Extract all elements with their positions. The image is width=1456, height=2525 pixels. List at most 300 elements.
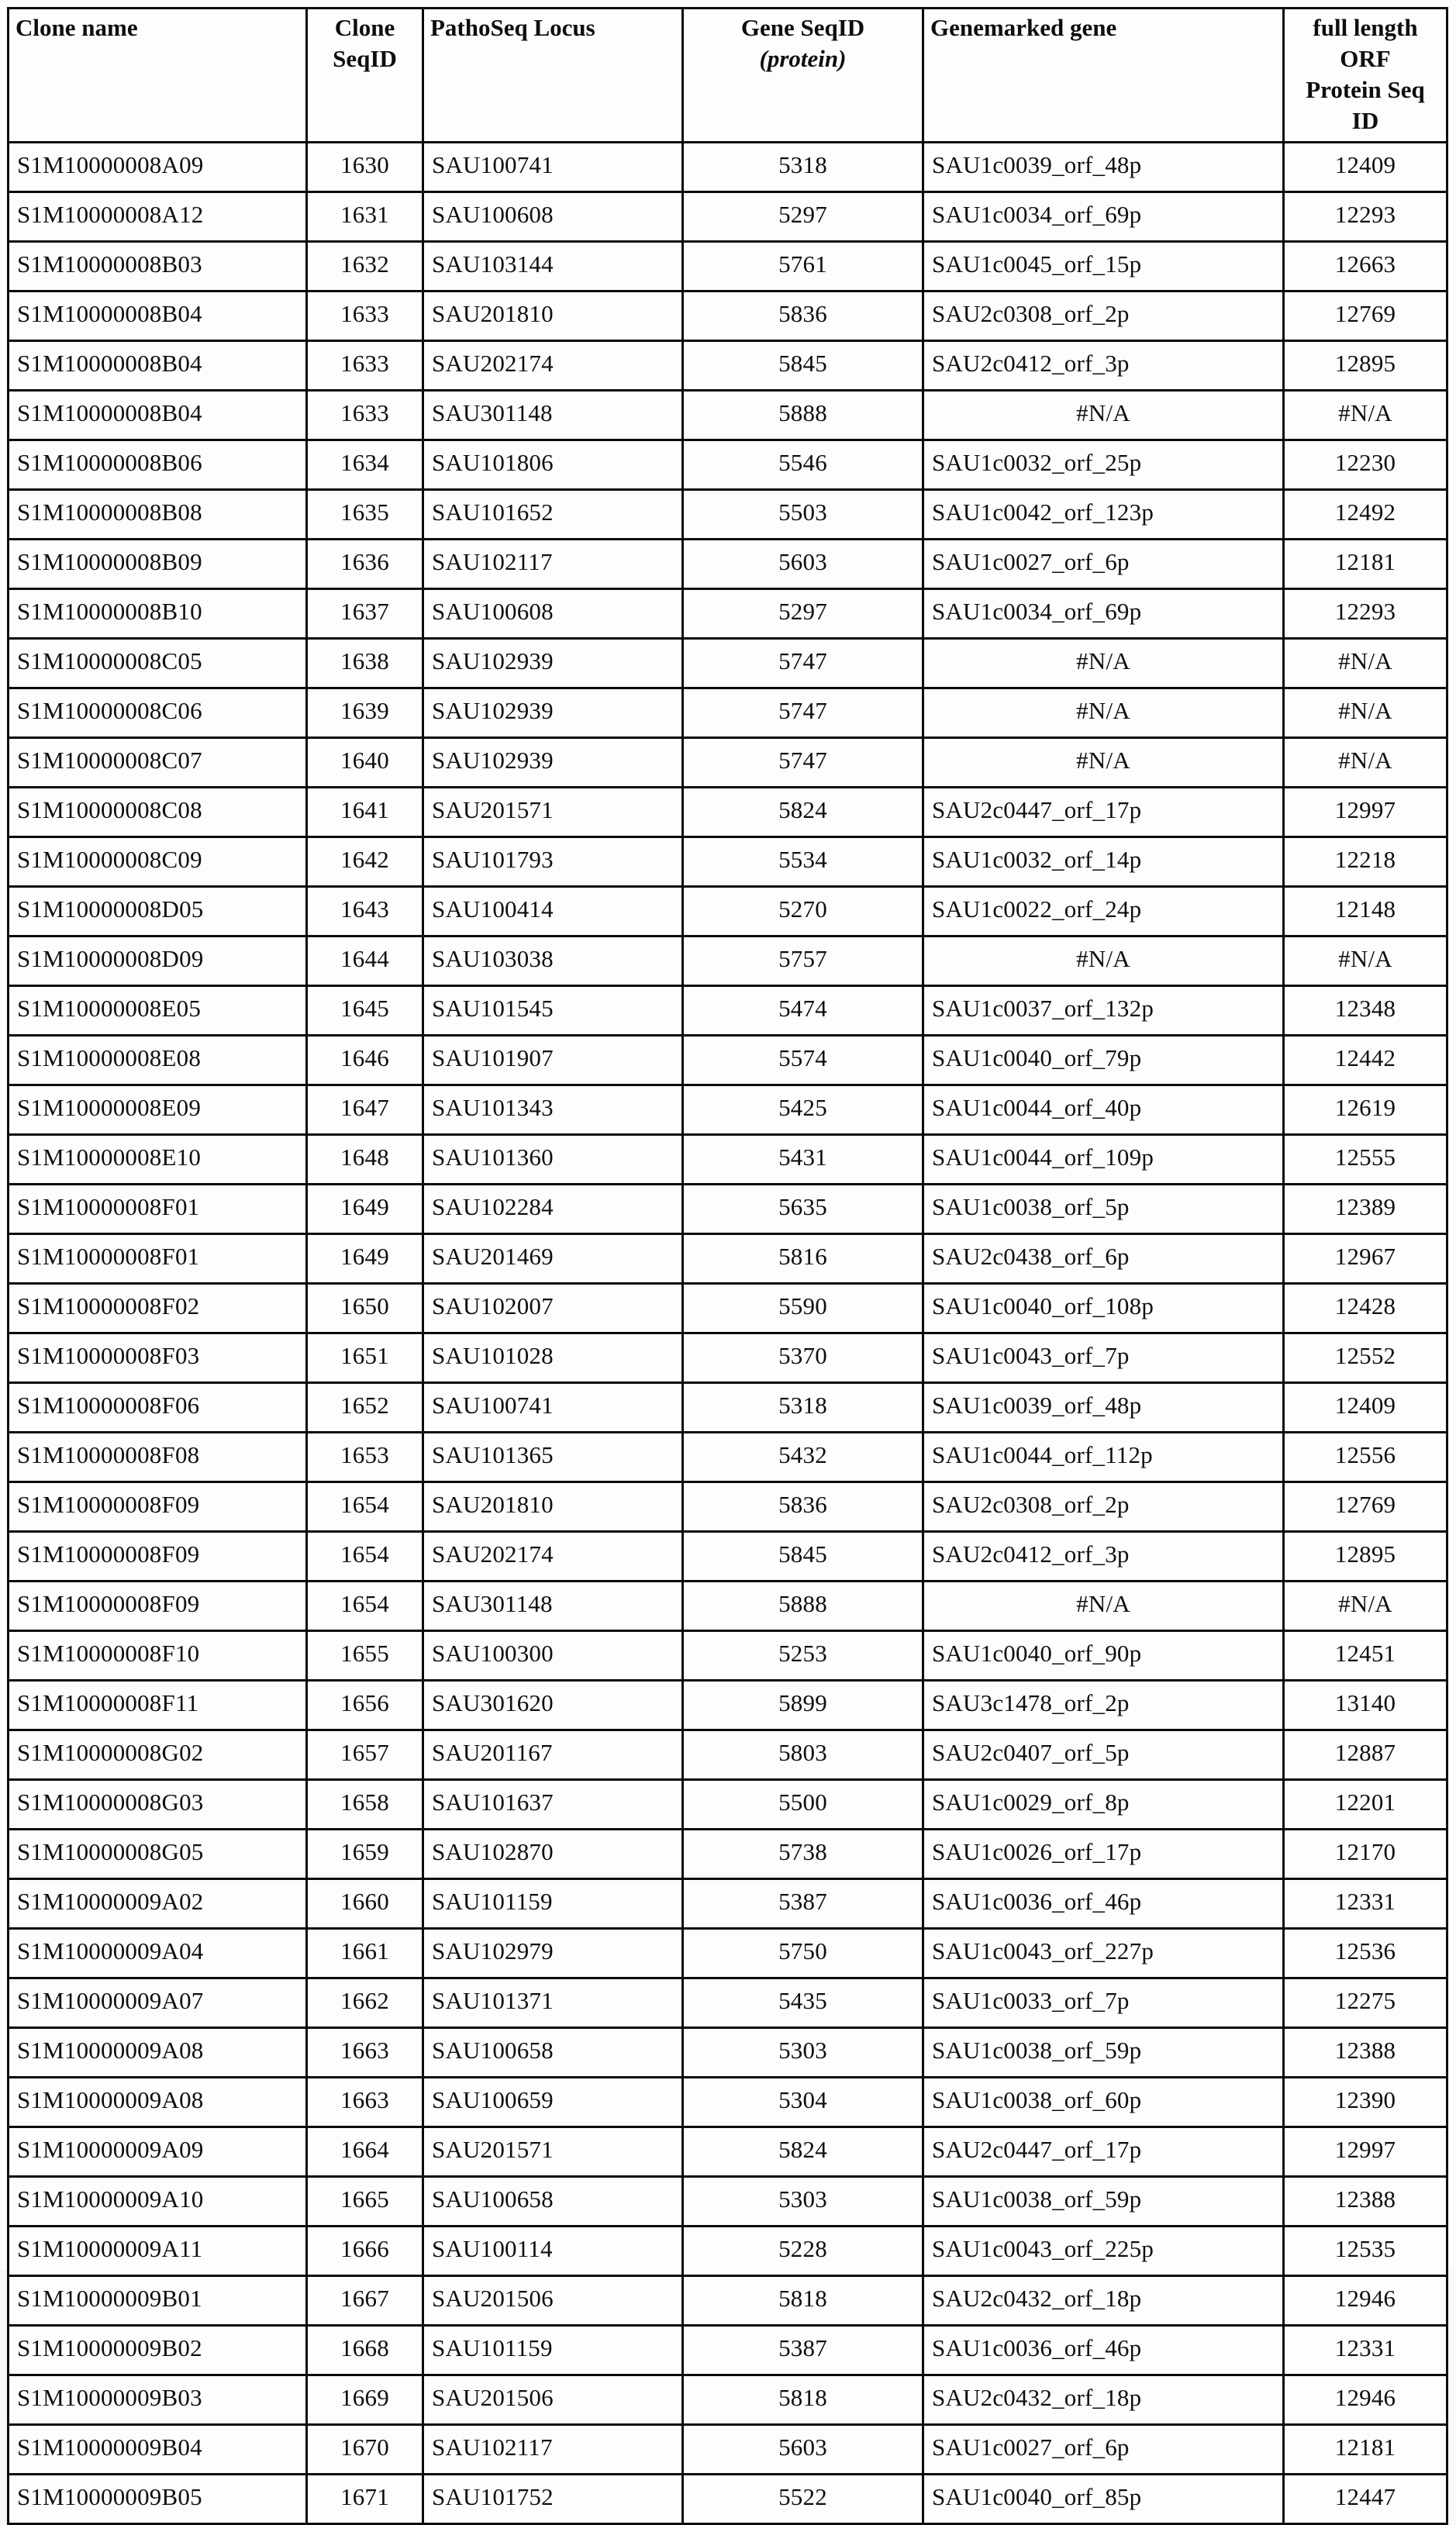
table-row [9, 143, 1447, 192]
table-row [9, 788, 1447, 837]
table-row [9, 2177, 1447, 2227]
table-row [9, 1085, 1447, 1135]
cell-orf-protein-seq-id: 12230 [1284, 440, 1447, 490]
cell-clone-name: S1M10000009A09 [9, 2127, 307, 2177]
table-row [9, 1333, 1447, 1383]
cell-gene-seqid-protein: 5824 [683, 788, 923, 837]
column-header-orf-protein-seq-id: full length ORF Protein Seq ID [1284, 9, 1447, 143]
header-row [9, 9, 1447, 143]
cell-pathoseq-locus: SAU103144 [423, 242, 683, 291]
cell-pathoseq-locus: SAU201167 [423, 1730, 683, 1780]
cell-clone-name: S1M10000008G02 [9, 1730, 307, 1780]
cell-pathoseq-locus: SAU100659 [423, 2078, 683, 2127]
cell-genemarked-gene: SAU1c0042_orf_123p [923, 490, 1284, 540]
cell-clone-name: S1M10000008C07 [9, 738, 307, 788]
cell-pathoseq-locus: SAU101545 [423, 986, 683, 1036]
cell-orf-protein-seq-id: 12428 [1284, 1284, 1447, 1333]
table-row [9, 341, 1447, 391]
cell-orf-protein-seq-id: #N/A [1284, 1582, 1447, 1631]
cell-clone-seqid: 1632 [307, 242, 423, 291]
cell-clone-seqid: 1653 [307, 1433, 423, 1482]
cell-clone-name: S1M10000008C06 [9, 688, 307, 738]
cell-orf-protein-seq-id: #N/A [1284, 639, 1447, 688]
cell-pathoseq-locus: SAU100608 [423, 589, 683, 639]
cell-genemarked-gene: SAU1c0039_orf_48p [923, 1383, 1284, 1433]
cell-clone-seqid: 1634 [307, 440, 423, 490]
table-row [9, 1185, 1447, 1234]
cell-gene-seqid-protein: 5816 [683, 1234, 923, 1284]
cell-clone-name: S1M10000009A07 [9, 1978, 307, 2028]
table-row [9, 1482, 1447, 1532]
cell-pathoseq-locus: SAU201810 [423, 291, 683, 341]
cell-orf-protein-seq-id: 12492 [1284, 490, 1447, 540]
cell-genemarked-gene: SAU1c0044_orf_109p [923, 1135, 1284, 1185]
cell-orf-protein-seq-id: 12170 [1284, 1830, 1447, 1879]
cell-pathoseq-locus: SAU101371 [423, 1978, 683, 2028]
cell-gene-seqid-protein: 5635 [683, 1185, 923, 1234]
table-row [9, 2375, 1447, 2425]
cell-genemarked-gene: SAU2c0432_orf_18p [923, 2375, 1284, 2425]
cell-gene-seqid-protein: 5303 [683, 2177, 923, 2227]
table-row [9, 1433, 1447, 1482]
cell-clone-name: S1M10000008C08 [9, 788, 307, 837]
cell-gene-seqid-protein: 5370 [683, 1333, 923, 1383]
cell-orf-protein-seq-id: 12895 [1284, 1532, 1447, 1582]
cell-genemarked-gene: SAU2c0308_orf_2p [923, 1482, 1284, 1532]
cell-orf-protein-seq-id: 12946 [1284, 2375, 1447, 2425]
cell-clone-seqid: 1654 [307, 1582, 423, 1631]
cell-orf-protein-seq-id: 12331 [1284, 2326, 1447, 2375]
cell-clone-name: S1M10000008F10 [9, 1631, 307, 1681]
cell-pathoseq-locus: SAU101159 [423, 2326, 683, 2375]
cell-clone-name: S1M10000009A10 [9, 2177, 307, 2227]
cell-gene-seqid-protein: 5761 [683, 242, 923, 291]
table-row [9, 2028, 1447, 2078]
cell-genemarked-gene: SAU1c0043_orf_227p [923, 1929, 1284, 1978]
cell-clone-seqid: 1647 [307, 1085, 423, 1135]
cell-pathoseq-locus: SAU301148 [423, 391, 683, 440]
cell-clone-seqid: 1638 [307, 639, 423, 688]
cell-gene-seqid-protein: 5818 [683, 2276, 923, 2326]
cell-clone-name: S1M10000008F09 [9, 1532, 307, 1582]
cell-clone-name: S1M10000008F02 [9, 1284, 307, 1333]
cell-pathoseq-locus: SAU102007 [423, 1284, 683, 1333]
table-row [9, 291, 1447, 341]
cell-clone-seqid: 1633 [307, 341, 423, 391]
table-row [9, 440, 1447, 490]
cell-orf-protein-seq-id: 12769 [1284, 291, 1447, 341]
cell-genemarked-gene: SAU1c0036_orf_46p [923, 1879, 1284, 1929]
cell-clone-seqid: 1662 [307, 1978, 423, 2028]
cell-clone-name: S1M10000008B06 [9, 440, 307, 490]
cell-pathoseq-locus: SAU101793 [423, 837, 683, 887]
cell-gene-seqid-protein: 5845 [683, 341, 923, 391]
cell-pathoseq-locus: SAU102284 [423, 1185, 683, 1234]
cell-genemarked-gene: SAU1c0032_orf_14p [923, 837, 1284, 887]
cell-clone-seqid: 1648 [307, 1135, 423, 1185]
table-row [9, 688, 1447, 738]
cell-genemarked-gene: SAU1c0027_orf_6p [923, 540, 1284, 589]
cell-pathoseq-locus: SAU101365 [423, 1433, 683, 1482]
cell-gene-seqid-protein: 5546 [683, 440, 923, 490]
table-row [9, 887, 1447, 937]
table-row [9, 589, 1447, 639]
cell-pathoseq-locus: SAU100114 [423, 2227, 683, 2276]
cell-clone-name: S1M10000008D05 [9, 887, 307, 937]
cell-gene-seqid-protein: 5425 [683, 1085, 923, 1135]
cell-genemarked-gene: SAU1c0022_orf_24p [923, 887, 1284, 937]
cell-orf-protein-seq-id: 12887 [1284, 1730, 1447, 1780]
cell-orf-protein-seq-id: #N/A [1284, 688, 1447, 738]
cell-genemarked-gene: SAU2c0407_orf_5p [923, 1730, 1284, 1780]
table-row [9, 540, 1447, 589]
cell-gene-seqid-protein: 5747 [683, 738, 923, 788]
cell-clone-seqid: 1664 [307, 2127, 423, 2177]
cell-orf-protein-seq-id: 12619 [1284, 1085, 1447, 1135]
cell-orf-protein-seq-id: 12181 [1284, 540, 1447, 589]
cell-orf-protein-seq-id: 12275 [1284, 1978, 1447, 2028]
cell-clone-seqid: 1665 [307, 2177, 423, 2227]
cell-genemarked-gene: SAU1c0044_orf_112p [923, 1433, 1284, 1482]
cell-pathoseq-locus: SAU103038 [423, 937, 683, 986]
cell-genemarked-gene: #N/A [923, 639, 1284, 688]
cell-genemarked-gene: SAU2c0308_orf_2p [923, 291, 1284, 341]
cell-pathoseq-locus: SAU201469 [423, 1234, 683, 1284]
cell-clone-name: S1M10000008F01 [9, 1234, 307, 1284]
cell-clone-name: S1M10000008B04 [9, 291, 307, 341]
cell-genemarked-gene: SAU1c0037_orf_132p [923, 986, 1284, 1036]
cell-gene-seqid-protein: 5297 [683, 192, 923, 242]
cell-genemarked-gene: SAU1c0044_orf_40p [923, 1085, 1284, 1135]
cell-genemarked-gene: SAU1c0032_orf_25p [923, 440, 1284, 490]
cell-pathoseq-locus: SAU301620 [423, 1681, 683, 1730]
cell-clone-name: S1M10000008F11 [9, 1681, 307, 1730]
table-row [9, 1879, 1447, 1929]
cell-orf-protein-seq-id: 12536 [1284, 1929, 1447, 1978]
cell-clone-name: S1M10000009B03 [9, 2375, 307, 2425]
cell-gene-seqid-protein: 5387 [683, 1879, 923, 1929]
cell-clone-name: S1M10000008B04 [9, 341, 307, 391]
cell-orf-protein-seq-id: 12409 [1284, 143, 1447, 192]
cell-orf-protein-seq-id: 12769 [1284, 1482, 1447, 1532]
cell-clone-name: S1M10000008B08 [9, 490, 307, 540]
cell-clone-name: S1M10000008D09 [9, 937, 307, 986]
cell-clone-seqid: 1670 [307, 2425, 423, 2475]
cell-orf-protein-seq-id: 12556 [1284, 1433, 1447, 1482]
cell-pathoseq-locus: SAU101637 [423, 1780, 683, 1830]
cell-genemarked-gene: SAU1c0043_orf_7p [923, 1333, 1284, 1383]
cell-clone-seqid: 1669 [307, 2375, 423, 2425]
cell-genemarked-gene: SAU2c0447_orf_17p [923, 788, 1284, 837]
cell-orf-protein-seq-id: 12389 [1284, 1185, 1447, 1234]
cell-clone-name: S1M10000008E08 [9, 1036, 307, 1085]
cell-pathoseq-locus: SAU100414 [423, 887, 683, 937]
cell-clone-seqid: 1644 [307, 937, 423, 986]
cell-clone-seqid: 1637 [307, 589, 423, 639]
cell-clone-name: S1M10000008G05 [9, 1830, 307, 1879]
cell-gene-seqid-protein: 5750 [683, 1929, 923, 1978]
cell-gene-seqid-protein: 5603 [683, 540, 923, 589]
table-row [9, 490, 1447, 540]
cell-pathoseq-locus: SAU101343 [423, 1085, 683, 1135]
cell-gene-seqid-protein: 5297 [683, 589, 923, 639]
cell-gene-seqid-protein: 5757 [683, 937, 923, 986]
cell-orf-protein-seq-id: 12409 [1284, 1383, 1447, 1433]
column-header-genemarked-gene: Genemarked gene [923, 9, 1284, 143]
cell-pathoseq-locus: SAU100300 [423, 1631, 683, 1681]
cell-orf-protein-seq-id: 12331 [1284, 1879, 1447, 1929]
cell-gene-seqid-protein: 5803 [683, 1730, 923, 1780]
table-row [9, 1780, 1447, 1830]
cell-clone-seqid: 1657 [307, 1730, 423, 1780]
cell-clone-seqid: 1661 [307, 1929, 423, 1978]
cell-gene-seqid-protein: 5818 [683, 2375, 923, 2425]
cell-orf-protein-seq-id: 12201 [1284, 1780, 1447, 1830]
cell-pathoseq-locus: SAU102939 [423, 738, 683, 788]
table-row [9, 1234, 1447, 1284]
cell-pathoseq-locus: SAU301148 [423, 1582, 683, 1631]
cell-orf-protein-seq-id: 12348 [1284, 986, 1447, 1036]
table-row [9, 2425, 1447, 2475]
cell-pathoseq-locus: SAU101752 [423, 2475, 683, 2524]
cell-gene-seqid-protein: 5318 [683, 1383, 923, 1433]
cell-orf-protein-seq-id: #N/A [1284, 937, 1447, 986]
cell-orf-protein-seq-id: 12451 [1284, 1631, 1447, 1681]
cell-gene-seqid-protein: 5824 [683, 2127, 923, 2177]
cell-genemarked-gene: #N/A [923, 1582, 1284, 1631]
cell-pathoseq-locus: SAU201810 [423, 1482, 683, 1532]
table-row [9, 639, 1447, 688]
cell-gene-seqid-protein: 5303 [683, 2028, 923, 2078]
cell-clone-name: S1M10000009A08 [9, 2028, 307, 2078]
cell-clone-name: S1M10000008F09 [9, 1582, 307, 1631]
cell-clone-seqid: 1633 [307, 291, 423, 341]
cell-orf-protein-seq-id: 12388 [1284, 2028, 1447, 2078]
cell-orf-protein-seq-id: 13140 [1284, 1681, 1447, 1730]
table-row [9, 986, 1447, 1036]
cell-clone-name: S1M10000008A09 [9, 143, 307, 192]
cell-pathoseq-locus: SAU202174 [423, 1532, 683, 1582]
cell-clone-seqid: 1654 [307, 1532, 423, 1582]
cell-clone-seqid: 1649 [307, 1234, 423, 1284]
table-row [9, 2326, 1447, 2375]
cell-genemarked-gene: SAU3c1478_orf_2p [923, 1681, 1284, 1730]
cell-clone-name: S1M10000008E10 [9, 1135, 307, 1185]
cell-gene-seqid-protein: 5522 [683, 2475, 923, 2524]
cell-orf-protein-seq-id: 12181 [1284, 2425, 1447, 2475]
cell-clone-name: S1M10000009B02 [9, 2326, 307, 2375]
cell-orf-protein-seq-id: 12663 [1284, 242, 1447, 291]
cell-pathoseq-locus: SAU102117 [423, 540, 683, 589]
cell-clone-seqid: 1645 [307, 986, 423, 1036]
cell-orf-protein-seq-id: #N/A [1284, 391, 1447, 440]
cell-genemarked-gene: SAU1c0026_orf_17p [923, 1830, 1284, 1879]
cell-orf-protein-seq-id: 12293 [1284, 589, 1447, 639]
cell-genemarked-gene: SAU1c0040_orf_79p [923, 1036, 1284, 1085]
cell-orf-protein-seq-id: 12552 [1284, 1333, 1447, 1383]
cell-clone-name: S1M10000008C09 [9, 837, 307, 887]
cell-clone-seqid: 1633 [307, 391, 423, 440]
cell-gene-seqid-protein: 5590 [683, 1284, 923, 1333]
cell-orf-protein-seq-id: 12218 [1284, 837, 1447, 887]
table-row [9, 1383, 1447, 1433]
column-header-clone-seqid: Clone SeqID [307, 9, 423, 143]
cell-clone-name: S1M10000008F03 [9, 1333, 307, 1383]
cell-genemarked-gene: #N/A [923, 937, 1284, 986]
cell-pathoseq-locus: SAU102117 [423, 2425, 683, 2475]
cell-clone-seqid: 1635 [307, 490, 423, 540]
cell-pathoseq-locus: SAU201506 [423, 2276, 683, 2326]
cell-gene-seqid-protein: 5503 [683, 490, 923, 540]
cell-clone-name: S1M10000009A11 [9, 2227, 307, 2276]
cell-gene-seqid-protein: 5270 [683, 887, 923, 937]
cell-genemarked-gene: SAU1c0029_orf_8p [923, 1780, 1284, 1830]
table-row [9, 2276, 1447, 2326]
cell-genemarked-gene: SAU1c0038_orf_5p [923, 1185, 1284, 1234]
cell-genemarked-gene: SAU2c0412_orf_3p [923, 1532, 1284, 1582]
cell-gene-seqid-protein: 5836 [683, 291, 923, 341]
cell-clone-name: S1M10000009A08 [9, 2078, 307, 2127]
table-row [9, 1532, 1447, 1582]
cell-gene-seqid-protein: 5603 [683, 2425, 923, 2475]
cell-clone-seqid: 1659 [307, 1830, 423, 1879]
cell-clone-name: S1M10000009A02 [9, 1879, 307, 1929]
cell-orf-protein-seq-id: 12447 [1284, 2475, 1447, 2524]
cell-pathoseq-locus: SAU102939 [423, 688, 683, 738]
cell-gene-seqid-protein: 5836 [683, 1482, 923, 1532]
cell-clone-seqid: 1631 [307, 192, 423, 242]
cell-gene-seqid-protein: 5431 [683, 1135, 923, 1185]
cell-clone-name: S1M10000008G03 [9, 1780, 307, 1830]
table-row [9, 837, 1447, 887]
cell-gene-seqid-protein: 5387 [683, 2326, 923, 2375]
cell-clone-name: S1M10000009B01 [9, 2276, 307, 2326]
cell-orf-protein-seq-id: 12293 [1284, 192, 1447, 242]
cell-orf-protein-seq-id: 12997 [1284, 2127, 1447, 2177]
cell-genemarked-gene: SAU2c0438_orf_6p [923, 1234, 1284, 1284]
table-row [9, 738, 1447, 788]
cell-genemarked-gene: #N/A [923, 391, 1284, 440]
cell-gene-seqid-protein: 5747 [683, 639, 923, 688]
cell-pathoseq-locus: SAU201571 [423, 788, 683, 837]
cell-genemarked-gene: SAU1c0040_orf_90p [923, 1631, 1284, 1681]
cell-pathoseq-locus: SAU101806 [423, 440, 683, 490]
cell-genemarked-gene: SAU2c0412_orf_3p [923, 341, 1284, 391]
cell-clone-seqid: 1639 [307, 688, 423, 738]
table-row [9, 192, 1447, 242]
cell-clone-seqid: 1630 [307, 143, 423, 192]
cell-orf-protein-seq-id: 12967 [1284, 1234, 1447, 1284]
table-row [9, 2127, 1447, 2177]
cell-gene-seqid-protein: 5845 [683, 1532, 923, 1582]
cell-orf-protein-seq-id: 12997 [1284, 788, 1447, 837]
cell-pathoseq-locus: SAU101360 [423, 1135, 683, 1185]
cell-clone-seqid: 1636 [307, 540, 423, 589]
cell-clone-seqid: 1668 [307, 2326, 423, 2375]
table-row [9, 1730, 1447, 1780]
cell-genemarked-gene: #N/A [923, 688, 1284, 738]
cell-orf-protein-seq-id: 12535 [1284, 2227, 1447, 2276]
cell-genemarked-gene: SAU1c0038_orf_59p [923, 2028, 1284, 2078]
column-header-clone-name: Clone name [9, 9, 307, 143]
cell-clone-seqid: 1643 [307, 887, 423, 937]
cell-orf-protein-seq-id: 12388 [1284, 2177, 1447, 2227]
table-row [9, 1631, 1447, 1681]
cell-gene-seqid-protein: 5318 [683, 143, 923, 192]
cell-gene-seqid-protein: 5534 [683, 837, 923, 887]
cell-clone-name: S1M10000008B03 [9, 242, 307, 291]
cell-genemarked-gene: SAU1c0034_orf_69p [923, 192, 1284, 242]
table-row [9, 937, 1447, 986]
cell-clone-seqid: 1663 [307, 2028, 423, 2078]
cell-genemarked-gene: #N/A [923, 738, 1284, 788]
cell-clone-seqid: 1658 [307, 1780, 423, 1830]
cell-clone-name: S1M10000009B05 [9, 2475, 307, 2524]
cell-clone-name: S1M10000008E05 [9, 986, 307, 1036]
table-row [9, 1036, 1447, 1085]
cell-gene-seqid-protein: 5435 [683, 1978, 923, 2028]
cell-genemarked-gene: SAU2c0447_orf_17p [923, 2127, 1284, 2177]
cell-orf-protein-seq-id: 12148 [1284, 887, 1447, 937]
cell-pathoseq-locus: SAU101159 [423, 1879, 683, 1929]
table-row [9, 2227, 1447, 2276]
cell-clone-seqid: 1663 [307, 2078, 423, 2127]
cell-pathoseq-locus: SAU201571 [423, 2127, 683, 2177]
cell-gene-seqid-protein: 5738 [683, 1830, 923, 1879]
cell-clone-name: S1M10000008B10 [9, 589, 307, 639]
cell-clone-seqid: 1656 [307, 1681, 423, 1730]
cell-gene-seqid-protein: 5888 [683, 1582, 923, 1631]
cell-genemarked-gene: SAU1c0045_orf_15p [923, 242, 1284, 291]
cell-pathoseq-locus: SAU201506 [423, 2375, 683, 2425]
table-row [9, 2078, 1447, 2127]
cell-clone-name: S1M10000009B04 [9, 2425, 307, 2475]
cell-gene-seqid-protein: 5253 [683, 1631, 923, 1681]
cell-clone-seqid: 1660 [307, 1879, 423, 1929]
cell-genemarked-gene: SAU1c0038_orf_59p [923, 2177, 1284, 2227]
cell-clone-name: S1M10000008E09 [9, 1085, 307, 1135]
cell-orf-protein-seq-id: 12555 [1284, 1135, 1447, 1185]
clone-table [7, 7, 1448, 2525]
cell-clone-seqid: 1652 [307, 1383, 423, 1433]
cell-clone-seqid: 1641 [307, 788, 423, 837]
table-row [9, 2475, 1447, 2524]
table-row [9, 1830, 1447, 1879]
cell-pathoseq-locus: SAU102979 [423, 1929, 683, 1978]
table-row [9, 1284, 1447, 1333]
cell-gene-seqid-protein: 5899 [683, 1681, 923, 1730]
cell-clone-seqid: 1666 [307, 2227, 423, 2276]
cell-clone-name: S1M10000009A04 [9, 1929, 307, 1978]
cell-clone-seqid: 1640 [307, 738, 423, 788]
column-header-pathoseq-locus: PathoSeq Locus [423, 9, 683, 143]
cell-orf-protein-seq-id: 12946 [1284, 2276, 1447, 2326]
cell-orf-protein-seq-id: 12390 [1284, 2078, 1447, 2127]
cell-genemarked-gene: SAU1c0036_orf_46p [923, 2326, 1284, 2375]
cell-clone-name: S1M10000008F09 [9, 1482, 307, 1532]
cell-gene-seqid-protein: 5304 [683, 2078, 923, 2127]
table-body [9, 143, 1447, 2524]
cell-genemarked-gene: SAU1c0040_orf_108p [923, 1284, 1284, 1333]
cell-gene-seqid-protein: 5888 [683, 391, 923, 440]
table-row [9, 391, 1447, 440]
cell-gene-seqid-protein: 5432 [683, 1433, 923, 1482]
cell-clone-name: S1M10000008B09 [9, 540, 307, 589]
cell-pathoseq-locus: SAU100658 [423, 2177, 683, 2227]
cell-genemarked-gene: SAU1c0033_orf_7p [923, 1978, 1284, 2028]
cell-pathoseq-locus: SAU101652 [423, 490, 683, 540]
column-header-gene-seqid-protein: Gene SeqID (protein) [683, 9, 923, 143]
